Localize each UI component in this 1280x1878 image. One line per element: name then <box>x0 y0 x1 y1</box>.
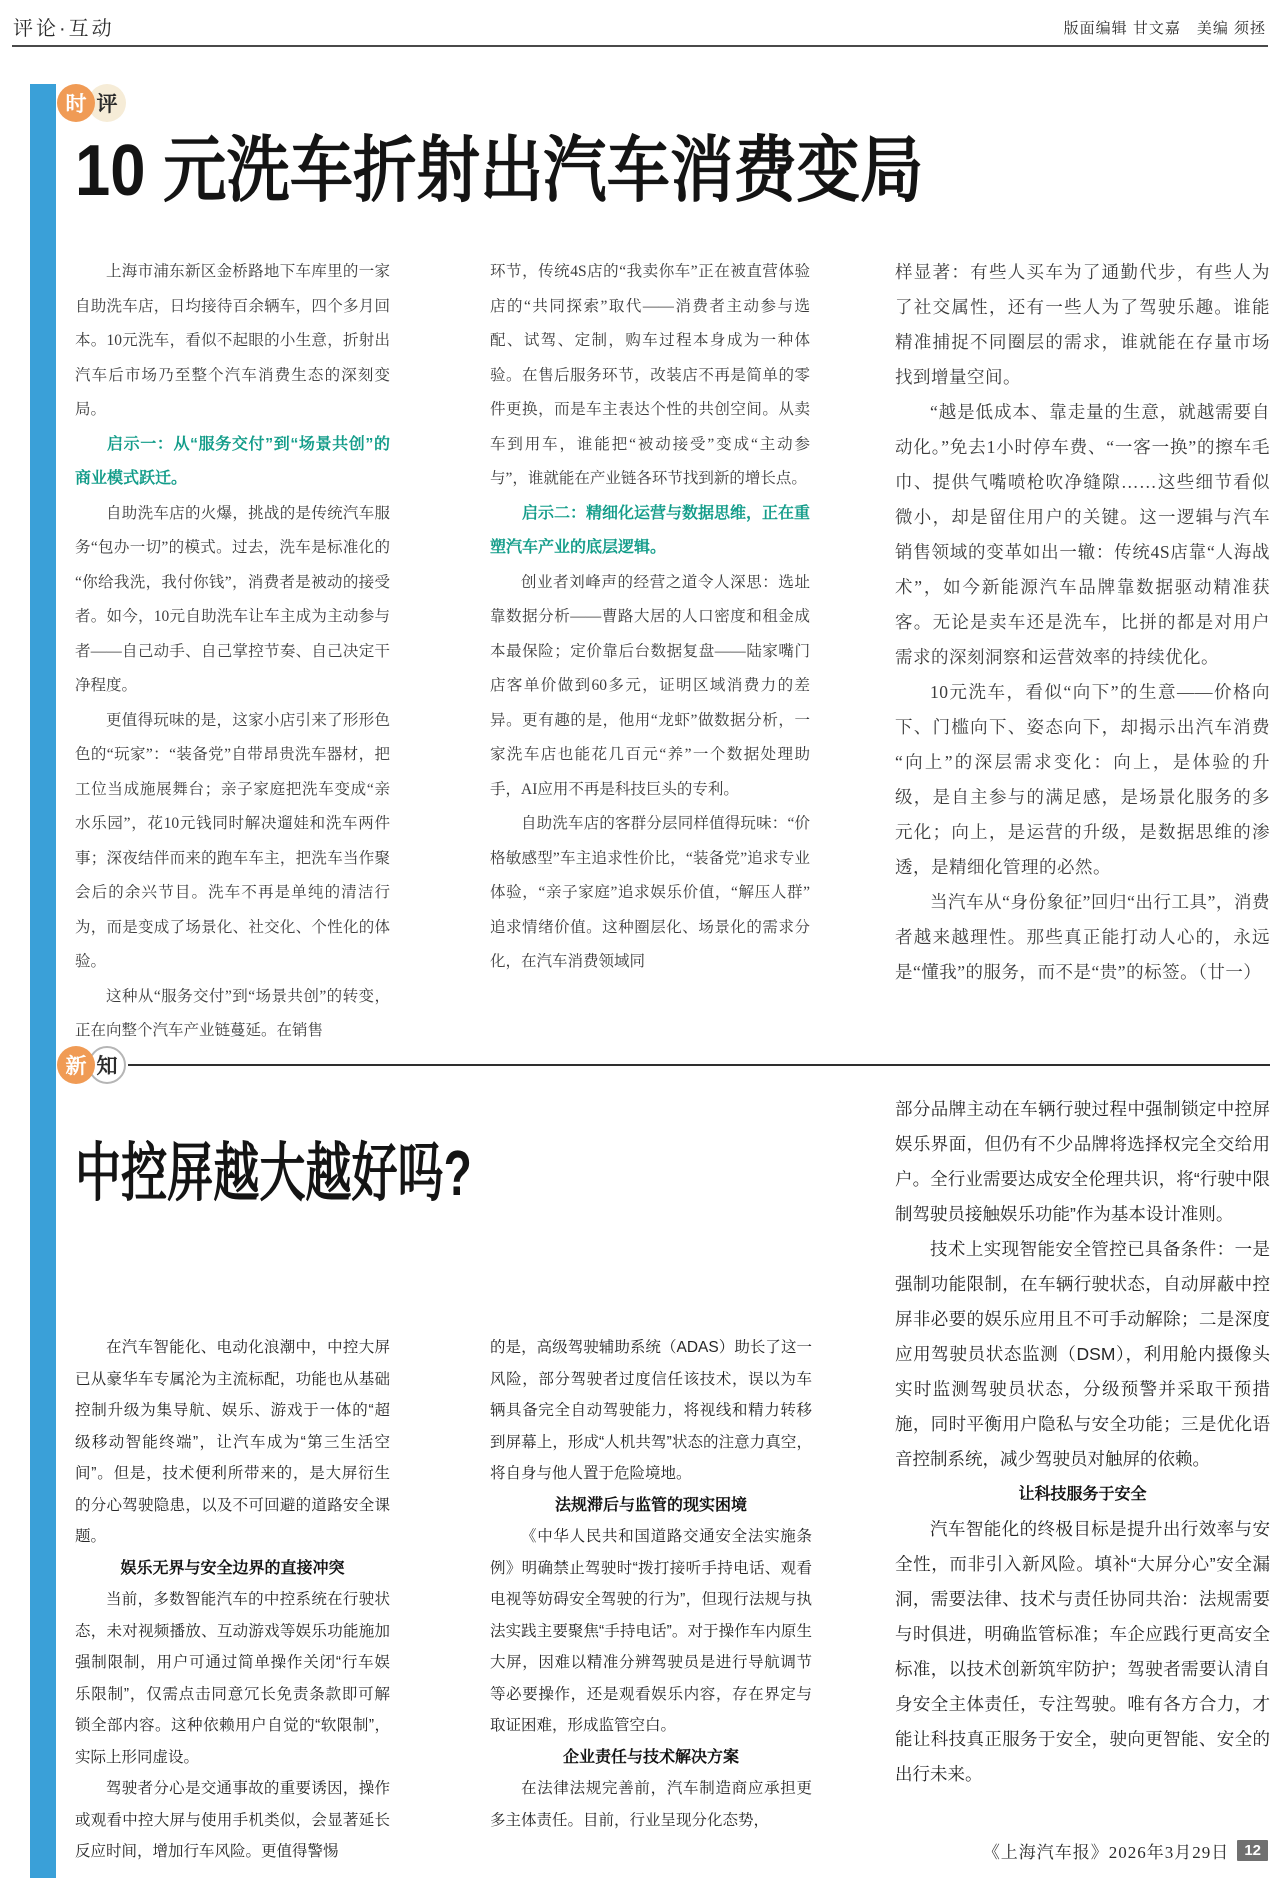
paragraph: 驾驶者分心是交通事故的重要诱因，操作或观看中控大屏与使用手机类似，会显著延长反应时间，增加行车风险。更值得警惕 <box>75 1780 390 1860</box>
paragraph: 在汽车智能化、电动化浪潮中，中控大屏已从豪华车专属沦为主流标配，功能也从基础控制升级为集导航、娱乐、游戏于一体的“超级移动智能终端”，让汽车成为“第三生活空间”。但是，技术便利所带来的，是大屏衍生的分心驾驶隐患，以及不可回避的道路安全课题。 <box>75 1339 390 1545</box>
article2-headline: 中控屏越大越好吗? <box>75 1137 472 1209</box>
paragraph-continuation: 环节，传统4S店的“我卖你车”正在被直营体验店的“共同探索”取代——消费者主动参与选配、试驾、定制，购车过程本身成为一种体验。在售后服务环节，改装店不再是简单的零件更换，而是车主表达个性的共创空间。从卖车到用车，谁能把“被动接受”变成“主动参与”，谁就能在产业链各环节找到新的增长点。 <box>490 263 810 487</box>
article1-column-2 <box>490 255 810 980</box>
kicker-circle-cream: 评 <box>88 84 126 122</box>
page-footer <box>983 1838 1268 1863</box>
paragraph: 自助洗车店的客群分层同样值得玩味：“价格敏感型”车主追求性价比，“装备党”追求专业体验，“亲子家庭”追求娱乐价值，“解压人群”追求情绪价值。这种圈层化、场景化的需求分化，在汽车消费领域同 <box>490 815 810 970</box>
subheading: 企业责任与技术解决方案 <box>562 1748 739 1766</box>
article2-column-2 <box>490 1332 812 1836</box>
paragraph-continuation: 部分品牌主动在车辆行驶过程中强制锁定中控屏娱乐界面，但仍有不少品牌将选择权完全交给用户。全行业需要达成安全伦理共识，将“行驶中限制驾驶员接触娱乐功能”作为基本设计准则。 <box>895 1099 1270 1224</box>
page-number-badge: 12 <box>1237 1840 1268 1861</box>
paragraph: 技术上实现智能安全管控已具备条件：一是强制功能限制，在车辆行驶状态，自动屏蔽中控屏非必要的娱乐应用且不可手动解除；二是深度应用驾驶员状态监测（DSM），利用舱内摄像头实时监测驾驶员状态，分级预警并采取干预措施，同时平衡用户隐私与安全功能；三是优化语音控制系统，减少驾驶员对触屏的依赖。 <box>895 1239 1270 1469</box>
editors-credit: 版面编辑 甘文嘉 美编 须拯 <box>1063 20 1266 37</box>
subheading: 娱乐无界与安全边界的直接冲突 <box>120 1559 345 1577</box>
paragraph: 上海市浦东新区金桥路地下车库里的一家自助洗车店，日均接待百余辆车，四个多月回本。10元洗车，看似不起眼的小生意，折射出汽车后市场乃至整个汽车消费生态的深刻变局。 <box>75 263 390 418</box>
kicker-circle-white: 知 <box>88 1046 126 1084</box>
article1-column-3 <box>895 255 1270 990</box>
article1-column-1 <box>75 255 390 1049</box>
lead-paragraph: 启示二：精细化运营与数据思维，正在重塑汽车产业的底层逻辑。 <box>490 504 811 556</box>
kicker-circle-orange: 时 <box>57 84 95 122</box>
side-accent-bar <box>30 84 56 1878</box>
paragraph: 这种从“服务交付”到“场景共创”的转变，正在向整个汽车产业链蔓延。在销售 <box>75 987 390 1039</box>
paragraph: 更值得玩味的是，这家小店引来了形形色色的“玩家”：“装备党”自带昂贵洗车器材，把工位当成施展舞台；亲子家庭把洗车变成“亲水乐园”，花10元钱同时解决遛娃和洗车两件事；深夜结伴而来的跑车车主，把洗车当作聚会后的余兴节目。洗车不再是单纯的清洁行为，而是变成了场景化、社交化、个性化的体验。 <box>75 711 390 970</box>
paragraph-continuation: 样显著：有些人买车为了通勤代步，有些人为了社交属性，还有一些人为了驾驶乐趣。谁能精准捕捉不同圈层的需求，谁就能在存量市场找到增量空间。 <box>895 262 1270 387</box>
subheading: 让科技服务于安全 <box>1018 1486 1147 1503</box>
paragraph: 创业者刘峰声的经营之道令人深思：选址靠数据分析——曹路大居的人口密度和租金成本最保险；定价靠后台数据复盘——陆家嘴门店客单价做到60多元，证明区域消费力的差异。更有趣的是，他用“龙虾”做数据分析，一家洗车店也能花几百元“养”一个数据处理助手，AI应用不再是科技巨头的专利。 <box>490 573 810 798</box>
kicker-badge-xinzhi <box>57 1046 126 1084</box>
paragraph: 汽车智能化的终极目标是提升出行效率与安全性，而非引入新风险。填补“大屏分心”安全漏洞，需要法律、技术与责任协同共治：法规需要与时俱进，明确监管标准；车企应践行更高安全标准，以技术创新筑牢防护；驾驶者需要认清自身安全主体责任，专注驾驶。唯有各方合力，才能让科技真正服务于安全，驶向更智能、安全的出行未来。 <box>895 1519 1270 1784</box>
subheading: 法规滞后与监管的现实困境 <box>554 1496 747 1514</box>
paragraph: 10元洗车，看似“向下”的生意——价格向下、门槛向下、姿态向下，却揭示出汽车消费“向上”的深层需求变化：向上，是体验的升级，是自主参与的满足感，是场景化服务的多元化；向上，是运营的升级，是数据思维的渗透，是精细化管理的必然。 <box>895 682 1270 877</box>
paragraph: 在法律法规完善前，汽车制造商应承担更多主体责任。目前，行业呈现分化态势， <box>490 1780 812 1829</box>
article2-column-1 <box>75 1332 390 1868</box>
paragraph: 《中华人民共和国道路交通安全法实施条例》明确禁止驾驶时“拨打接听手持电话、观看电视等妨碍安全驾驶的行为”，但现行法规与执法实践主要聚焦“手持电话”。对于操作车内原生大屏，因难以精准分辨驾驶员是进行导航调节等必要操作，还是观看娱乐内容，存在界定与取证困难，形成监管空白。 <box>490 1528 812 1734</box>
lead-paragraph: 启示一：从“服务交付”到“场景共创”的商业模式跃迁。 <box>75 435 390 487</box>
paragraph-continuation: 的是，高级驾驶辅助系统（ADAS）助长了这一风险，部分驾驶者过度信任该技术，误以为车辆具备完全自动驾驶能力，将视线和精力转移到屏幕上，形成“人机共驾”状态的注意力真空，将自身与他人置于危险境地。 <box>490 1339 812 1482</box>
paragraph: 当汽车从“身份象征”回归“出行工具”，消费者越来越理性。那些真正能打动人心的，永远是“懂我”的服务，而不是“贵”的标签。（廿一） <box>895 892 1270 982</box>
paragraph: 自助洗车店的火爆，挑战的是传统汽车服务“包办一切”的模式。过去，洗车是标准化的“你给我洗，我付你钱”，消费者是被动的接受者。如今，10元自助洗车让车主成为主动参与者——自己动手、自己掌控节奏、自己决定干净程度。 <box>75 504 390 694</box>
paragraph: 当前，多数智能汽车的中控系统在行驶状态，未对视频播放、互动游戏等娱乐功能施加强制限制，用户可通过简单操作关闭“行车娱乐限制”，仅需点击同意冗长免责条款即可解锁全部内容。这种依赖用户自觉的“软限制”，实际上形同虚设。 <box>75 1591 390 1766</box>
kicker-circle-orange: 新 <box>57 1046 95 1084</box>
kicker-divider <box>128 1064 1270 1066</box>
article2-column-3 <box>895 1092 1270 1792</box>
section-label: 评论·互动 <box>13 18 115 40</box>
paragraph: “越是低成本、靠走量的生意，就越需要自动化。”免去1小时停车费、“一客一换”的擦车毛巾、提供气嘴喷枪吹净缝隙……这些细节看似微小，却是留住用户的关键。这一逻辑与汽车销售领域的变革如出一辙：传统4S店靠“人海战术”，如今新能源汽车品牌靠数据驱动精准获客。无论是卖车还是洗车，比拼的都是对用户需求的深刻洞察和运营效率的持续优化。 <box>895 402 1270 667</box>
paper-date: 《上海汽车报》2026年3月29日 <box>982 1843 1230 1862</box>
article1-headline: 10 元洗车折射出汽车消费变局 <box>75 131 924 211</box>
masthead-divider <box>12 45 1268 47</box>
